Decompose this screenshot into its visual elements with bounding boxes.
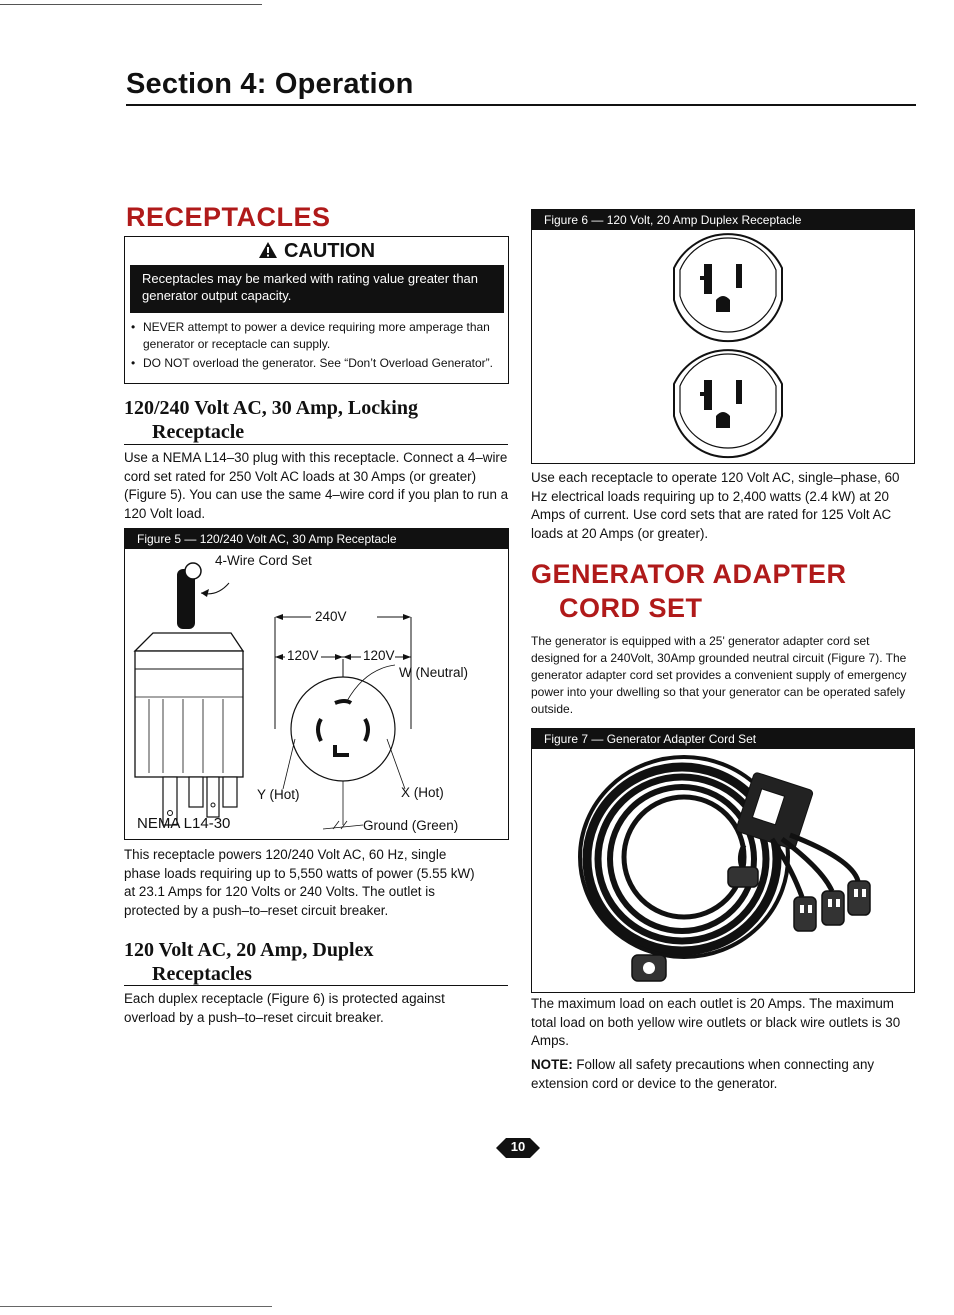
section-rule bbox=[126, 104, 916, 106]
adapter-paragraph: The generator is equipped with a 25' generator adapter cord set designed for a 240Volt, 30Amp grounded neutral circuit (Figure 7). The generator adapter cord set provides a convenient supply of emergency power into your dwelling so that your generator can be operated safely outside. bbox=[531, 634, 907, 716]
receptacles-heading: RECEPTACLES bbox=[126, 202, 331, 232]
warning-triangle-icon bbox=[258, 239, 278, 267]
locking-paragraph: Use a NEMA L14–30 plug with this receptacle. Connect a 4–wire cord set rated for 250 Volt AC loads at 30 Amps (or greater) (Figure 5). You can use the same 4–wire cord if you plan to run a 120 Volt load. bbox=[124, 450, 509, 521]
nema-label: NEMA L14-30 bbox=[137, 815, 231, 832]
figure7-caption: Figure 7 — Generator Adapter Cord Set bbox=[532, 729, 914, 749]
figure6-caption: Figure 6 — 120 Volt, 20 Amp Duplex Receptacle bbox=[532, 210, 914, 230]
caution-bullet: • NEVER attempt to power a device requiring more amperage than generator or receptacle can supply. bbox=[131, 319, 501, 353]
duplex-paragraph: Each duplex receptacle (Figure 6) is protected against overload by a push–to–reset circuit breaker. bbox=[124, 991, 445, 1025]
figure5-box bbox=[124, 528, 509, 840]
x-hot-label: X (Hot) bbox=[401, 785, 444, 800]
figure6-box bbox=[531, 209, 915, 464]
locking-power-paragraph: This receptacle powers 120/240 Volt AC, 60 Hz, single phase loads requiring up to 5,550 watts of power (5.55 kW) at 23.1 Amps for 120 Volts or 240 Volts. The outlet is protected by a push–to–reset circuit breaker. bbox=[124, 847, 475, 918]
caution-banner: Receptacles may be marked with rating value greater than generator output capacity. bbox=[130, 265, 504, 313]
adapter-heading bbox=[531, 557, 847, 625]
duplex-heading-line2: Receptacles bbox=[152, 963, 252, 985]
page-number-badge bbox=[496, 1136, 540, 1160]
voltage-240-label: 240V bbox=[315, 609, 347, 624]
locking-heading-line1: 120/240 Volt AC, 30 Amp, Locking bbox=[124, 397, 418, 419]
locking-heading bbox=[124, 396, 418, 444]
section-title: Section 4: Operation bbox=[126, 68, 414, 100]
duplex-heading-line1: 120 Volt AC, 20 Amp, Duplex bbox=[124, 939, 374, 961]
cord-set-label: 4-Wire Cord Set bbox=[215, 553, 312, 568]
scan-edge-line bbox=[0, 4, 262, 5]
figure6-paragraph: Use each receptacle to operate 120 Volt AC, single–phase, 60 Hz electrical loads requiring up to 2,400 watts (2.4 kW) at 20 Amps of current. Use cord sets that are rated for 125 Volt AC loads at 20 Amps (or greater). bbox=[531, 470, 900, 541]
duplex-heading bbox=[124, 938, 374, 986]
caution-label: CAUTION bbox=[283, 240, 376, 262]
adapter-cord-drawing bbox=[532, 749, 914, 992]
caution-header bbox=[125, 237, 508, 265]
voltage-120-label: 120V bbox=[287, 648, 319, 663]
figure5-drawing bbox=[125, 549, 508, 839]
note-text: Follow all safety precautions when connecting any extension cord or device to the generator. bbox=[531, 1057, 875, 1091]
voltage-120-label: 120V bbox=[363, 648, 395, 663]
caution-list bbox=[131, 319, 501, 374]
neutral-label: W (Neutral) bbox=[399, 665, 469, 680]
caution-bullet: • DO NOT overload the generator. See “Don’t Overload Generator”. bbox=[131, 355, 501, 372]
scan-edge-line bbox=[0, 1306, 272, 1307]
caution-box bbox=[124, 236, 509, 384]
max-load-paragraph: The maximum load on each outlet is 20 Amps. The maximum total load on both yellow wire outlets or black wire outlets is 30 Amps. bbox=[531, 996, 901, 1048]
heading-rule bbox=[124, 985, 508, 986]
figure5-caption: Figure 5 — 120/240 Volt AC, 30 Amp Receptacle bbox=[125, 529, 508, 549]
note-label: NOTE: bbox=[531, 1057, 573, 1072]
locking-heading-line2: Receptacle bbox=[152, 421, 245, 443]
page-number: 10 bbox=[510, 1139, 526, 1154]
heading-rule bbox=[124, 444, 508, 445]
y-hot-label: Y (Hot) bbox=[257, 787, 300, 802]
figure7-box bbox=[531, 728, 915, 993]
ground-label: Ground (Green) bbox=[363, 818, 459, 833]
note-paragraph bbox=[531, 1056, 915, 1093]
duplex-receptacle-drawing bbox=[532, 230, 914, 463]
adapter-heading-line2: CORD SET bbox=[559, 593, 703, 623]
adapter-heading-line1: GENERATOR ADAPTER bbox=[531, 559, 847, 589]
